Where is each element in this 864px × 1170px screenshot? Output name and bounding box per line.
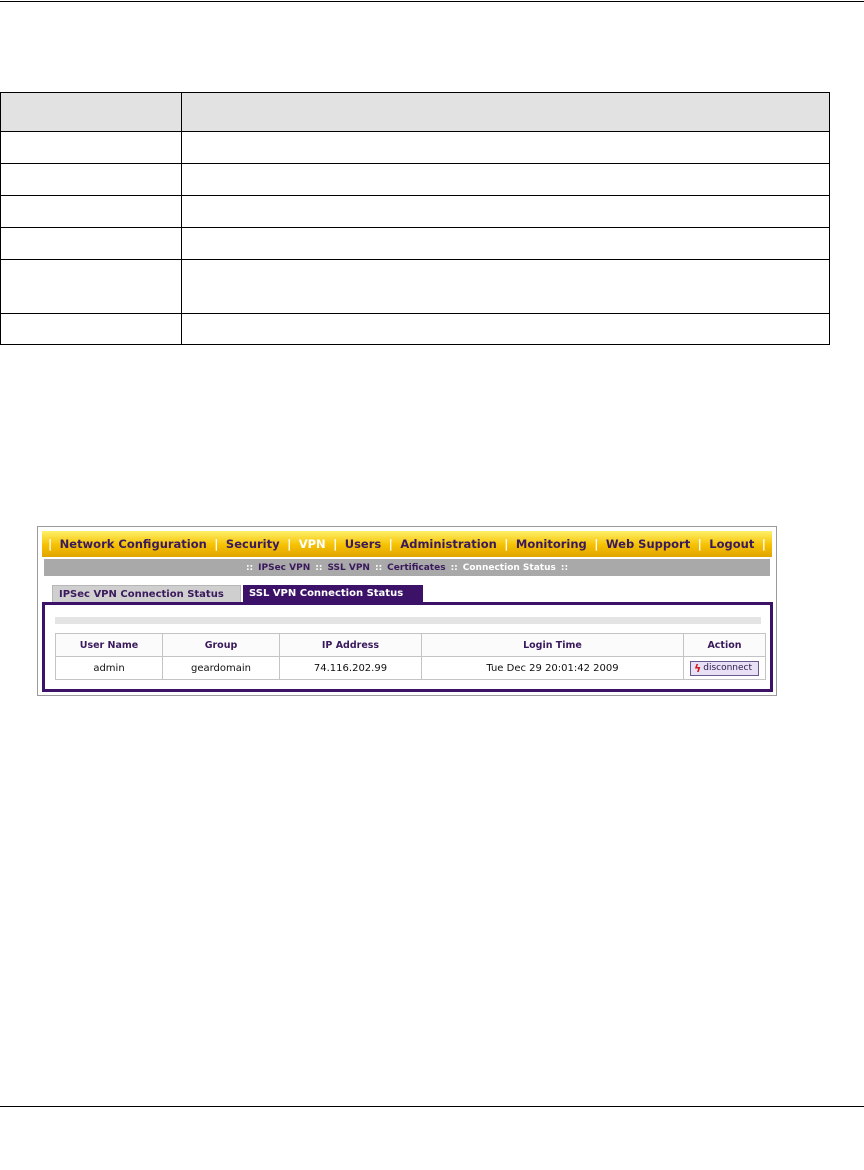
- disconnect-button-label: disconnect: [703, 663, 753, 673]
- router-screenshot: [37, 526, 777, 696]
- subnav-separator: ::: [315, 562, 323, 573]
- nav-item-network-configuration[interactable]: Network Configuration: [59, 537, 207, 551]
- column-header-action: Action: [684, 634, 766, 657]
- nav-separator: |: [594, 537, 599, 551]
- cell-user-name: admin: [56, 657, 163, 680]
- cell-action: [684, 657, 766, 680]
- sub-navigation-bar: [44, 559, 770, 576]
- column-header-group: Group: [163, 634, 280, 657]
- tab-ipsec-vpn-connection-status[interactable]: IPSec VPN Connection Status: [52, 585, 241, 602]
- cell-login-time: Tue Dec 29 20:01:42 2009: [422, 657, 684, 680]
- subnav-separator: ::: [374, 562, 383, 573]
- cell-group: geardomain: [163, 657, 280, 680]
- nav-separator: |: [697, 537, 702, 551]
- panel-header-bar: [55, 617, 761, 624]
- column-header-user-name: User Name: [56, 634, 163, 657]
- nav-separator: |: [504, 537, 509, 551]
- disconnect-button[interactable]: [690, 661, 759, 676]
- document-table-row: [1, 260, 830, 314]
- table-header-row: [56, 634, 766, 657]
- subnav-separator: ::: [245, 562, 254, 573]
- nav-separator: |: [214, 537, 219, 551]
- nav-item-monitoring[interactable]: Monitoring: [515, 537, 587, 551]
- subnav-item-connection-status[interactable]: Connection Status: [462, 562, 556, 573]
- document-table-row: [1, 196, 830, 228]
- column-header-login-time: Login Time: [422, 634, 684, 657]
- nav-separator: |: [287, 537, 292, 551]
- document-table-row: [1, 314, 830, 345]
- cell-ip-address: 74.116.202.99: [280, 657, 422, 680]
- table-row: [56, 657, 766, 680]
- document-table-row: [1, 164, 830, 196]
- page-top-rule: [0, 1, 864, 2]
- page-bottom-rule: [0, 1106, 864, 1107]
- nav-item-users[interactable]: Users: [344, 537, 382, 551]
- subnav-separator: ::: [450, 562, 458, 573]
- nav-item-logout[interactable]: Logout: [709, 537, 755, 551]
- document-table: [0, 92, 830, 345]
- ssl-vpn-status-panel: [42, 602, 773, 692]
- column-header-ip-address: IP Address: [280, 634, 422, 657]
- subnav-item-ipsec-vpn[interactable]: IPSec VPN: [258, 562, 311, 573]
- nav-item-web-support[interactable]: Web Support: [605, 537, 691, 551]
- subnav-separator: ::: [560, 562, 569, 573]
- subnav-item-ssl-vpn[interactable]: SSL VPN: [327, 562, 370, 573]
- top-navigation-bar: [42, 531, 772, 557]
- tab-ssl-vpn-connection-status[interactable]: SSL VPN Connection Status: [243, 585, 423, 602]
- nav-item-security[interactable]: Security: [225, 537, 280, 551]
- document-table-header-row: [1, 93, 830, 132]
- nav-item-vpn[interactable]: VPN: [298, 537, 326, 551]
- document-table-row: [1, 228, 830, 260]
- connection-status-table: [55, 633, 766, 680]
- nav-separator: |: [761, 537, 766, 551]
- lightning-bolt-icon: ϟ: [693, 661, 702, 675]
- document-table-row: [1, 132, 830, 164]
- nav-separator: |: [48, 537, 53, 551]
- nav-separator: |: [333, 537, 338, 551]
- nav-item-administration[interactable]: Administration: [400, 537, 497, 551]
- nav-separator: |: [388, 537, 393, 551]
- subnav-item-certificates[interactable]: Certificates: [387, 562, 446, 573]
